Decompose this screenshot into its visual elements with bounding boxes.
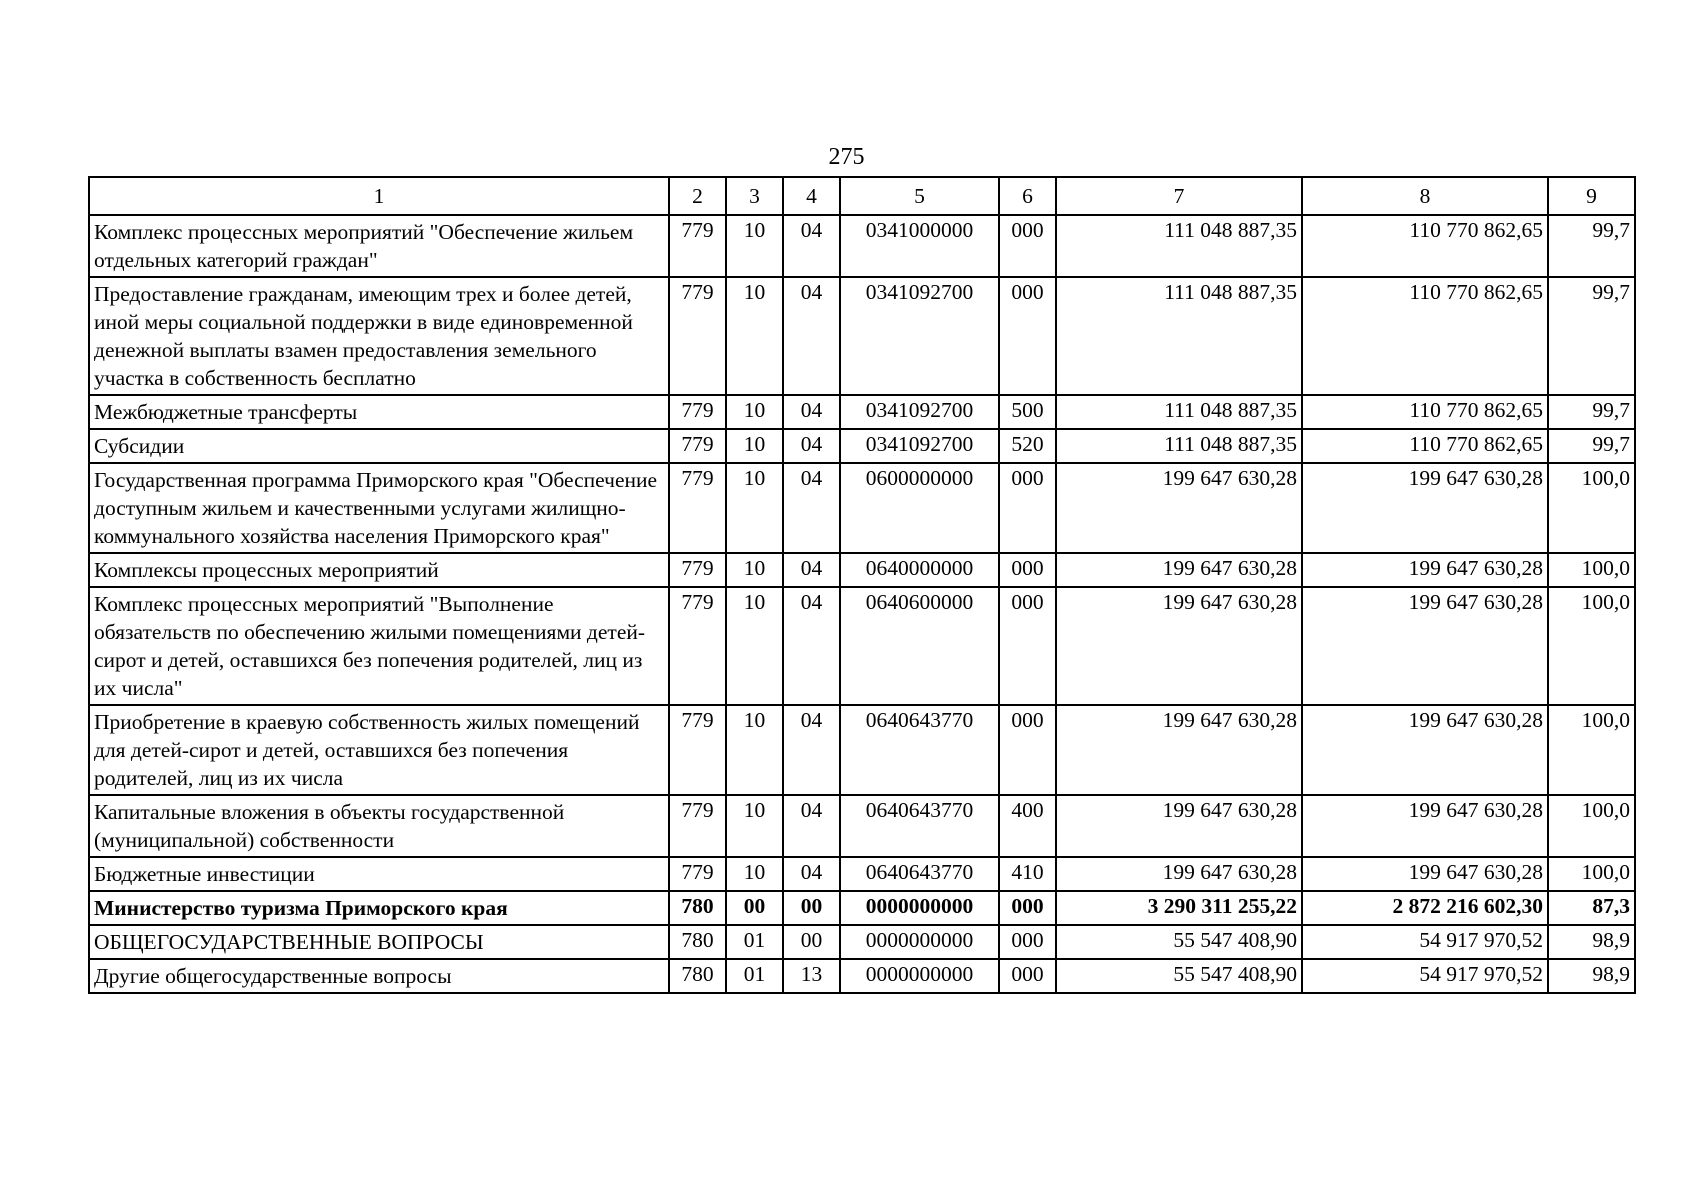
- cell-c8: 199 647 630,28: [1302, 795, 1548, 857]
- cell-c4: 04: [783, 857, 840, 891]
- header-row: [89, 177, 1635, 215]
- cell-c8: 54 917 970,52: [1302, 959, 1548, 993]
- cell-c3: 10: [726, 395, 783, 429]
- cell-c7: 199 647 630,28: [1056, 463, 1302, 553]
- cell-c5: 0341092700: [840, 395, 999, 429]
- cell-c7: 111 048 887,35: [1056, 395, 1302, 429]
- table-row: [89, 553, 1635, 587]
- cell-c7: 199 647 630,28: [1056, 795, 1302, 857]
- table-row: [89, 795, 1635, 857]
- cell-c5: 0640600000: [840, 587, 999, 705]
- cell-c5: 0640643770: [840, 795, 999, 857]
- table-row: [89, 857, 1635, 891]
- cell-name: Межбюджетные трансферты: [89, 395, 669, 429]
- cell-c2: 779: [669, 553, 726, 587]
- cell-c2: 779: [669, 795, 726, 857]
- cell-c9: 98,9: [1548, 959, 1635, 993]
- cell-c2: 780: [669, 959, 726, 993]
- header-cell-6: 6: [999, 177, 1056, 215]
- cell-c5: 0000000000: [840, 959, 999, 993]
- cell-c5: 0640000000: [840, 553, 999, 587]
- cell-c2: 779: [669, 857, 726, 891]
- cell-c3: 10: [726, 277, 783, 395]
- table-header: [89, 177, 1635, 215]
- cell-c4: 04: [783, 795, 840, 857]
- cell-c2: 780: [669, 925, 726, 959]
- cell-c6: 000: [999, 553, 1056, 587]
- cell-c6: 000: [999, 705, 1056, 795]
- cell-c9: 99,7: [1548, 215, 1635, 277]
- cell-c6: 410: [999, 857, 1056, 891]
- header-cell-2: 2: [669, 177, 726, 215]
- table-row: [89, 587, 1635, 705]
- cell-c3: 00: [726, 891, 783, 925]
- cell-c4: 00: [783, 891, 840, 925]
- table-row: [89, 429, 1635, 463]
- cell-c2: 779: [669, 705, 726, 795]
- header-cell-4: 4: [783, 177, 840, 215]
- cell-c6: 000: [999, 215, 1056, 277]
- cell-c9: 99,7: [1548, 395, 1635, 429]
- cell-c7: 111 048 887,35: [1056, 215, 1302, 277]
- cell-c4: 04: [783, 277, 840, 395]
- cell-c9: 99,7: [1548, 429, 1635, 463]
- cell-c3: 01: [726, 959, 783, 993]
- cell-c4: 04: [783, 395, 840, 429]
- cell-c9: 100,0: [1548, 587, 1635, 705]
- cell-name: Субсидии: [89, 429, 669, 463]
- cell-c3: 01: [726, 925, 783, 959]
- cell-c8: 2 872 216 602,30: [1302, 891, 1548, 925]
- page-number: 275: [828, 144, 865, 170]
- cell-c6: 000: [999, 959, 1056, 993]
- cell-c4: 04: [783, 215, 840, 277]
- cell-c8: 110 770 862,65: [1302, 395, 1548, 429]
- cell-c4: 00: [783, 925, 840, 959]
- cell-c8: 199 647 630,28: [1302, 705, 1548, 795]
- cell-name: Приобретение в краевую собственность жилых помещений для детей-сирот и детей, оставшихся без попечения родителей, лиц из их числа: [89, 705, 669, 795]
- cell-c4: 04: [783, 587, 840, 705]
- cell-c8: 110 770 862,65: [1302, 215, 1548, 277]
- cell-c4: 04: [783, 553, 840, 587]
- cell-c9: 100,0: [1548, 463, 1635, 553]
- cell-name: ОБЩЕГОСУДАРСТВЕННЫЕ ВОПРОСЫ: [89, 925, 669, 959]
- cell-c7: 199 647 630,28: [1056, 587, 1302, 705]
- cell-c3: 10: [726, 429, 783, 463]
- cell-c8: 110 770 862,65: [1302, 429, 1548, 463]
- cell-c3: 10: [726, 587, 783, 705]
- budget-table: [88, 176, 1636, 994]
- header-cell-5: 5: [840, 177, 999, 215]
- cell-c7: 199 647 630,28: [1056, 553, 1302, 587]
- cell-c7: 55 547 408,90: [1056, 959, 1302, 993]
- cell-c9: 100,0: [1548, 553, 1635, 587]
- cell-c7: 55 547 408,90: [1056, 925, 1302, 959]
- cell-c6: 000: [999, 925, 1056, 959]
- cell-c3: 10: [726, 795, 783, 857]
- header-cell-7: 7: [1056, 177, 1302, 215]
- cell-c5: 0000000000: [840, 891, 999, 925]
- cell-c6: 000: [999, 277, 1056, 395]
- cell-c6: 500: [999, 395, 1056, 429]
- cell-c2: 780: [669, 891, 726, 925]
- header-cell-8: 8: [1302, 177, 1548, 215]
- cell-c3: 10: [726, 705, 783, 795]
- cell-c2: 779: [669, 463, 726, 553]
- cell-name: Другие общегосударственные вопросы: [89, 959, 669, 993]
- cell-name: Капитальные вложения в объекты государственной (муниципальной) собственности: [89, 795, 669, 857]
- cell-c2: 779: [669, 215, 726, 277]
- cell-c6: 520: [999, 429, 1056, 463]
- cell-c9: 98,9: [1548, 925, 1635, 959]
- cell-c3: 10: [726, 553, 783, 587]
- table-row: [89, 277, 1635, 395]
- cell-c8: 199 647 630,28: [1302, 463, 1548, 553]
- cell-c8: 199 647 630,28: [1302, 587, 1548, 705]
- cell-name: Комплекс процессных мероприятий "Выполнение обязательств по обеспечению жилыми помещениями детей-сирот и детей, оставшихся без попечения родителей, лиц из их числа": [89, 587, 669, 705]
- cell-c2: 779: [669, 395, 726, 429]
- cell-c8: 199 647 630,28: [1302, 553, 1548, 587]
- table-row: [89, 925, 1635, 959]
- cell-c7: 111 048 887,35: [1056, 429, 1302, 463]
- cell-name: Государственная программа Приморского края "Обеспечение доступным жильем и качественными услугами жилищно-коммунального хозяйства населения Приморского края": [89, 463, 669, 553]
- table-row: [89, 395, 1635, 429]
- cell-name: Министерство туризма Приморского края: [89, 891, 669, 925]
- cell-c2: 779: [669, 429, 726, 463]
- header-cell-1: 1: [89, 177, 669, 215]
- table-row: [89, 959, 1635, 993]
- table-row: [89, 891, 1635, 925]
- cell-name: Бюджетные инвестиции: [89, 857, 669, 891]
- cell-c3: 10: [726, 857, 783, 891]
- cell-c9: 100,0: [1548, 795, 1635, 857]
- header-cell-9: 9: [1548, 177, 1635, 215]
- cell-c6: 400: [999, 795, 1056, 857]
- cell-c7: 199 647 630,28: [1056, 705, 1302, 795]
- cell-name: Комплексы процессных мероприятий: [89, 553, 669, 587]
- cell-c4: 04: [783, 463, 840, 553]
- cell-c4: 13: [783, 959, 840, 993]
- cell-c6: 000: [999, 463, 1056, 553]
- cell-c7: 199 647 630,28: [1056, 857, 1302, 891]
- cell-c5: 0000000000: [840, 925, 999, 959]
- cell-c3: 10: [726, 215, 783, 277]
- cell-c5: 0600000000: [840, 463, 999, 553]
- cell-c9: 99,7: [1548, 277, 1635, 395]
- cell-c4: 04: [783, 429, 840, 463]
- cell-c3: 10: [726, 463, 783, 553]
- table-row: [89, 705, 1635, 795]
- cell-c4: 04: [783, 705, 840, 795]
- cell-c9: 87,3: [1548, 891, 1635, 925]
- header-cell-3: 3: [726, 177, 783, 215]
- cell-c5: 0341000000: [840, 215, 999, 277]
- cell-name: Предоставление гражданам, имеющим трех и более детей, иной меры социальной поддержки в виде единовременной денежной выплаты взамен предоставления земельного участка в собственность бесплатно: [89, 277, 669, 395]
- table-row: [89, 463, 1635, 553]
- cell-c9: 100,0: [1548, 857, 1635, 891]
- cell-c6: 000: [999, 891, 1056, 925]
- cell-c7: 3 290 311 255,22: [1056, 891, 1302, 925]
- cell-c8: 54 917 970,52: [1302, 925, 1548, 959]
- table-row: [89, 215, 1635, 277]
- cell-c9: 100,0: [1548, 705, 1635, 795]
- cell-c8: 199 647 630,28: [1302, 857, 1548, 891]
- cell-c5: 0640643770: [840, 705, 999, 795]
- cell-c2: 779: [669, 277, 726, 395]
- cell-c7: 111 048 887,35: [1056, 277, 1302, 395]
- table-body: [89, 215, 1635, 993]
- cell-c2: 779: [669, 587, 726, 705]
- cell-c8: 110 770 862,65: [1302, 277, 1548, 395]
- cell-c5: 0341092700: [840, 277, 999, 395]
- cell-c5: 0640643770: [840, 857, 999, 891]
- cell-name: Комплекс процессных мероприятий "Обеспечение жильем отдельных категорий граждан": [89, 215, 669, 277]
- cell-c5: 0341092700: [840, 429, 999, 463]
- cell-c6: 000: [999, 587, 1056, 705]
